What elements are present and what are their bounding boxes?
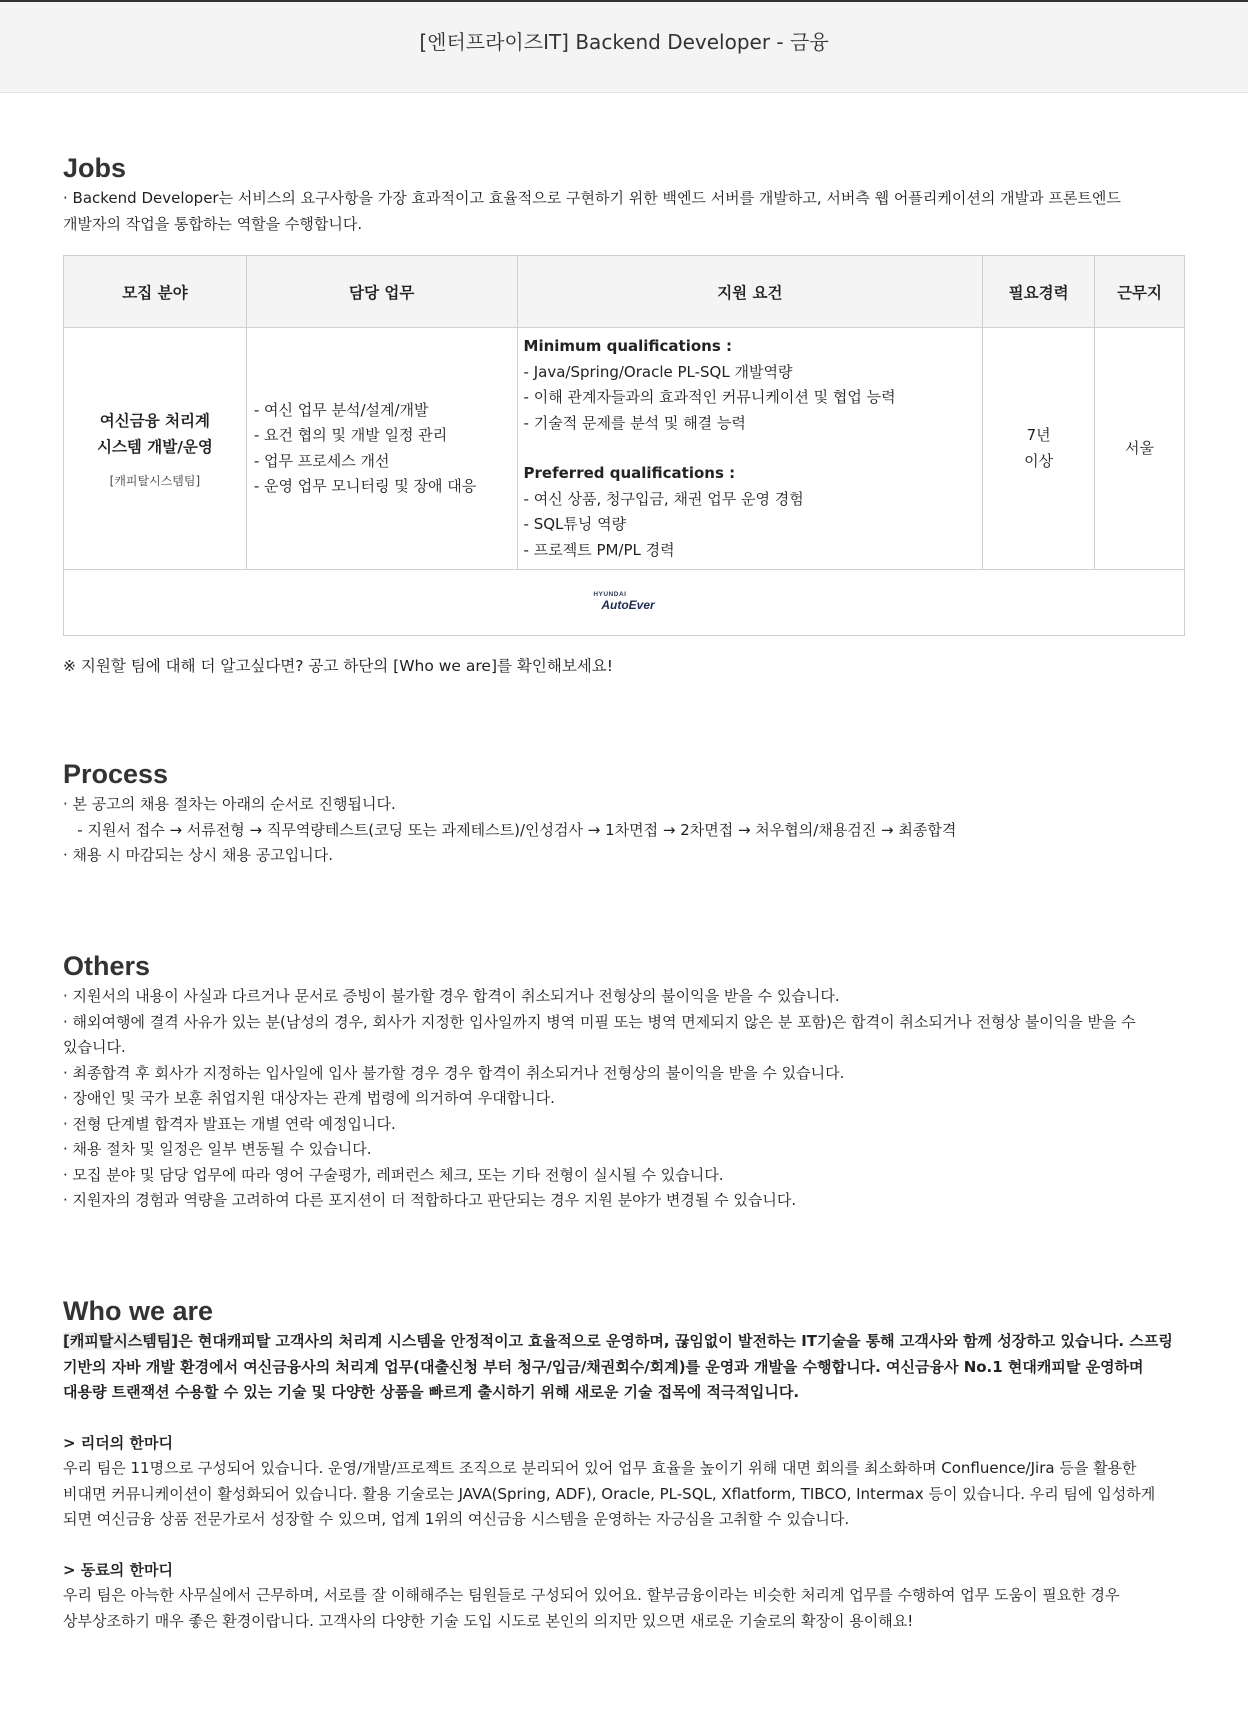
who-heading: Who we are	[63, 1296, 214, 1326]
peer-heading: > 동료의 한마디	[63, 1560, 173, 1579]
logo-cell	[64, 570, 1185, 636]
others-heading: Others	[63, 951, 151, 981]
who-intro	[63, 1329, 1185, 1406]
table-row	[64, 328, 1185, 570]
process-line: · 채용 시 마감되는 상시 채용 공고입니다.	[63, 846, 333, 864]
logo-brand-top: HYUNDAI	[593, 591, 627, 599]
cell-field	[64, 328, 247, 570]
jobs-section	[63, 152, 1185, 237]
jobs-heading: Jobs	[63, 153, 127, 183]
team-tag: [캐피탈시스템팀]	[63, 1332, 179, 1350]
logo-brand-main: AutoEver	[601, 597, 655, 612]
others-line: · 모집 분야 및 담당 업무에 따라 영어 구술평가, 레퍼런스 체크, 또는 기타 전형이 실시될 수 있습니다.	[63, 1165, 724, 1184]
peer-line: 상부상조하기 매우 좋은 환경이랍니다. 고객사의 다양한 기술 도입 시도로 본인의 의지만 있으면 새로운 기술로의 확장이 용이해요!	[63, 1611, 914, 1630]
others-line: · 전형 단계별 합격자 발표는 개별 연락 예정입니다.	[63, 1114, 396, 1133]
others-section	[63, 950, 1185, 1214]
others-line: · 채용 절차 및 일정은 일부 변동될 수 있습니다.	[63, 1140, 372, 1158]
career-line: 이상	[1024, 451, 1054, 470]
job-table	[63, 255, 1185, 636]
leader-line: 비대면 커뮤니케이션이 활성화되어 있습니다. 활용 기술로는 JAVA(Spring, ADF), Oracle, PL-SQL, Xflatform, TIBCO, Intermax 등이 있습니다. 우리 팀에 입성하게	[63, 1484, 1156, 1503]
duty-item: - 요건 협의 및 개발 일정 관리	[253, 426, 448, 444]
col-header-field: 모집 분야	[64, 256, 247, 328]
who-section	[63, 1295, 1185, 1634]
col-header-requirements: 지원 요건	[517, 256, 983, 328]
others-line: · 장애인 및 국가 보훈 취업지원 대상자는 관계 법령에 의거하여 우대합니다.	[63, 1089, 555, 1107]
pref-qual-item: - 프로젝트 PM/PL 경력	[523, 540, 675, 559]
col-header-location: 근무지	[1095, 256, 1185, 328]
others-line: · 지원서의 내용이 사실과 다르거나 문서로 증빙이 불가할 경우 합격이 취소되거나 전형상의 불이익을 받을 수 있습니다.	[63, 987, 840, 1005]
cell-location: 서울	[1095, 328, 1185, 570]
pref-qual-item: - SQL튜닝 역량	[523, 515, 627, 533]
min-qual-item: - 이해 관계자들과의 효과적인 커뮤니케이션 및 협업 능력	[523, 388, 896, 406]
pref-qual-heading: Preferred qualifications :	[523, 464, 736, 482]
process-line: · 본 공고의 채용 절차는 아래의 순서로 진행됩니다.	[63, 795, 396, 813]
logo-row	[64, 570, 1185, 636]
cell-requirements	[517, 328, 983, 570]
cell-career	[983, 328, 1095, 570]
team-info-note: ※ 지원할 팀에 대해 더 알고싶다면? 공고 하단의 [Who we are]를 확인해보세요!	[63, 657, 613, 675]
col-header-duties: 담당 업무	[246, 256, 517, 328]
min-qual-item: - Java/Spring/Oracle PL-SQL 개발역량	[523, 362, 793, 381]
page-header	[0, 2, 1248, 93]
others-line: · 지원자의 경험과 역량을 고려하여 다른 포지션이 더 적합하다고 판단되는 경우 지원 분야가 변경될 수 있습니다.	[63, 1191, 797, 1209]
pref-qual-item: - 여신 상품, 청구입금, 채권 업무 운영 경험	[523, 489, 804, 508]
career-line: 7년	[1026, 426, 1051, 444]
peer-line: 우리 팀은 아늑한 사무실에서 근무하며, 서로를 잘 이해해주는 팀원들로 구성되어 있어요. 할부금융이라는 비슷한 처리계 업무를 수행하여 업무 도움이 필요한 경우	[63, 1586, 1120, 1604]
who-intro-line: 대용량 트랜잭션 수용할 수 있는 기술 및 다양한 상품을 빠르게 출시하기 위해 새로운 기술 접목에 적극적입니다.	[63, 1383, 800, 1401]
company-logo	[593, 592, 654, 611]
leader-line: 되면 여신금융 상품 전문가로서 성장할 수 있으며, 업계 1위의 여신금융 시스템을 운영하는 자긍심을 고취할 수 있습니다.	[63, 1510, 850, 1528]
min-qual-heading: Minimum qualifications :	[523, 337, 732, 355]
who-intro-text: 은 현대캐피탈 고객사의 처리계 시스템을 안정적이고 효율적으로 운영하며, 끊임없이 발전하는 IT기술을 통해 고객사와 함께 성장하고 있습니다. 스프링	[178, 1332, 1173, 1350]
leader-heading: > 리더의 한마디	[63, 1433, 173, 1452]
process-heading: Process	[63, 759, 169, 789]
cell-duties	[246, 328, 517, 570]
others-line: 있습니다.	[63, 1038, 126, 1056]
min-qual-item: - 기술적 문제를 분석 및 해결 능력	[523, 413, 746, 432]
duty-item: - 여신 업무 분석/설계/개발	[253, 400, 429, 419]
field-name-line: 시스템 개발/운영	[96, 438, 213, 456]
who-intro-line: 기반의 자바 개발 환경에서 여신금융사의 처리계 업무(대출신청 부터 청구/입금/채권회수/회계)를 운영과 개발을 수행합니다. 여신금융사 No.1 현대캐피탈 운영하며	[63, 1357, 1144, 1376]
process-line: - 지원서 접수 → 서류전형 → 직무역량테스트(코딩 또는 과제테스트)/인성검사 → 1차면접 → 2차면접 → 처우협의/채용검진 → 최종합격	[63, 820, 957, 839]
page-title: [엔터프라이즈IT] Backend Developer - 금융	[419, 30, 829, 54]
jobs-intro	[63, 186, 1185, 237]
duty-item: - 운영 업무 모니터링 및 장애 대응	[253, 477, 477, 495]
jobs-intro-line: · Backend Developer는 서비스의 요구사항을 가장 효과적이고 효율적으로 구현하기 위한 백엔드 서버를 개발하고, 서버측 웹 어플리케이션의 개발과 프론트엔드	[63, 189, 1121, 207]
others-line: · 해외여행에 결격 사유가 있는 분(남성의 경우, 회사가 지정한 입사일까지 병역 미필 또는 병역 면제되지 않은 분 포함)은 합격이 취소되거나 전형상 불이익을 받을 수	[63, 1012, 1136, 1031]
leader-line: 우리 팀은 11명으로 구성되어 있습니다. 운영/개발/프로젝트 조직으로 분리되어 있어 업무 효율을 높이기 위해 대면 회의를 최소화하며 Confluence/Jira 등을 활용한	[63, 1459, 1137, 1477]
col-header-career: 필요경력	[983, 256, 1095, 328]
who-intro-line	[63, 1329, 1185, 1355]
process-section	[63, 758, 1185, 869]
team-name: [캐피탈시스템팀]	[109, 474, 201, 488]
field-name-line: 여신금융 처리계	[99, 412, 211, 430]
duty-item: - 업무 프로세스 개선	[253, 451, 390, 470]
others-line: · 최종합격 후 회사가 지정하는 입사일에 입사 불가할 경우 경우 합격이 취소되거나 전형상의 불이익을 받을 수 있습니다.	[63, 1063, 845, 1082]
table-header-row	[64, 256, 1185, 328]
jobs-intro-line: 개발자의 작업을 통합하는 역할을 수행합니다.	[63, 214, 363, 233]
